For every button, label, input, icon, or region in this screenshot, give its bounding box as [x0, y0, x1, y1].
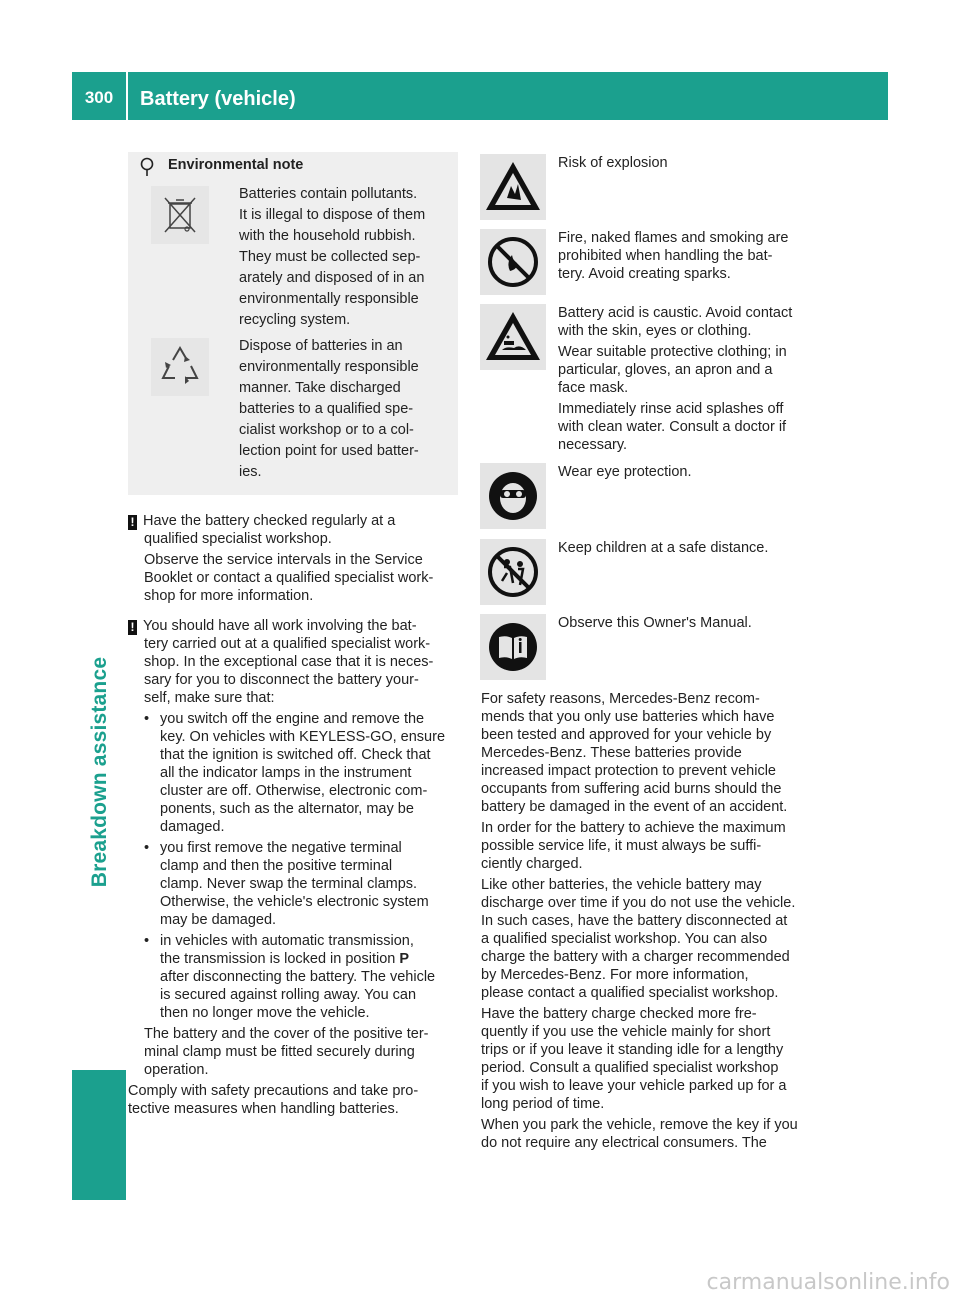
children-text: Keep children at a safe distance. — [558, 540, 769, 556]
explosion-text: Risk of explosion — [558, 155, 668, 171]
text-line: batteries to a qualified spe- — [239, 401, 414, 417]
list-item: • you switch off the engine and remove the key. On vehicles with KEYLESS-GO, ensure that the ignition is switched off. Check that all the indicator lamps in the instrument cluster are off. Otherwise, electronic com- ponents, such as the alternator, may be damaged. — [144, 711, 446, 835]
explosion-warning-icon — [480, 154, 546, 220]
acid-text: Battery acid is caustic. Avoid contact with the skin, eyes or clothing. Wear suitable protective clothing; in particular, gloves, an apron and a face mask. Immediately rinse acid splashes off with clean water. Consult a doctor if necessary. — [558, 305, 793, 453]
list-item: • you first remove the negative terminal clamp and then the positive terminal clamp. Never swap the terminal clamps. Otherwise, the vehicle's electronic system may be damaged. — [144, 840, 429, 928]
keep-children-away-icon — [480, 539, 546, 605]
right-body-text: For safety reasons, Mercedes-Benz recom- mends that you only use batteries which have been tested and approved for your vehicle by Mercedes-Benz. These batteries provide increased impact protection to prevent vehicle occupants from suffering acid burns should the battery be damaged in the event of an accident. In order for the battery to achieve the maximum possible service life, it must always be suffi- ciently charged. Like other batteries, the vehicle battery may discharge over time if you do not use the vehicle. In such cases, have the battery disconnected at a qualified specialist workshop. You can also charge the battery with a charger recommended by Mercedes-Benz. For more information, please contact a qualified specialist workshop. Have the battery charge checked more fre- quently if you use the vehicle mainly for short trips or if you leave it standing idle for a lengthy period. Consult a qualified specialist workshop if you wish to leave your vehicle parked up for a long period of time. When you park the vehicle, remove the key if you do not require any electrical consumers. The — [481, 691, 798, 1151]
page-number: 300 — [84, 88, 114, 107]
eye-protection-icon — [480, 463, 546, 529]
disconnect-note: ! You should have all work involving the bat- tery carried out at a qualified specialist work- shop. In the exceptional case that it is neces- sary for you to disconnect the battery your- self, make sure that: • you switch off the engine and remove the key. On vehicles with KEYLESS-GO, ensure that the ignition is switched off. Check that all the indicator lamps in the instrument cluster are off. Otherwise, electronic com- ponents, such as the alternator, may be damaged. • you first remove the negative terminal clamp and then the positive terminal clamp. Never swap the terminal clamps. Otherwise, the vehicle's electronic system may be damaged. • in vehicles with automatic transmission, the transmission is locked in position P after disconnecting the battery. The vehicle is secured against rolling away. You can then no longer move the vehicle. The battery and the cover of the positive ter- minal clamp must be fitted securely during operation. Comply with safety precautions and take pro- tective measures when handling batteries. — [128, 617, 462, 1118]
disposal-text — [239, 184, 449, 331]
text-line: arately and disposed of in an — [239, 270, 425, 286]
text-line: recycling system. — [239, 312, 351, 328]
text-line: cialist workshop or to a col- — [239, 422, 414, 438]
eye-protection-text: Wear eye protection. — [558, 464, 692, 480]
recycling-icon — [151, 338, 209, 396]
environmental-note-title: Environmental note — [168, 157, 304, 173]
corrosive-warning-icon — [480, 304, 546, 370]
crossed-bin-icon — [151, 186, 209, 244]
watermark: carmanualsonline.info — [706, 1270, 950, 1295]
text-line: They must be collected sep- — [239, 249, 421, 265]
lightbulb-icon — [140, 157, 154, 177]
text-line: It is illegal to dispose of them — [239, 207, 426, 223]
section-tab-block — [72, 1070, 126, 1200]
section-tab — [86, 562, 114, 982]
text-line: environmentally responsible — [239, 291, 419, 307]
list-item: • in vehicles with automatic transmission, the transmission is locked in position P after disconnecting the battery. The vehicle is secured against rolling away. You can then no longer move the vehicle. — [144, 933, 436, 1021]
text-line: environmentally responsible — [239, 359, 419, 375]
text-line: lection point for used batter- — [239, 443, 419, 459]
fire-text: Fire, naked flames and smoking are prohibited when handling the bat- tery. Avoid creating sparks. — [558, 230, 789, 282]
manual-icon — [480, 614, 546, 680]
text-line: with the household rubbish. — [239, 228, 416, 244]
page-title: Battery (vehicle) — [140, 88, 296, 110]
manual-text: Observe this Owner's Manual. — [558, 615, 752, 631]
warning-mark-icon: ! — [128, 620, 137, 635]
text-line: manner. Take discharged — [239, 380, 401, 396]
section-tab-label: Breakdown assistance — [88, 656, 111, 888]
maintenance-note: ! Have the battery checked regularly at a qualified specialist workshop. Observe the service intervals in the Service Booklet or contact a qualified specialist work- shop for more information. — [128, 512, 462, 605]
recycling-text — [239, 336, 449, 483]
no-flame-icon — [480, 229, 546, 295]
text-line: Dispose of batteries in an — [239, 338, 403, 354]
text-line: ies. — [239, 464, 262, 480]
text-line: Batteries contain pollutants. — [239, 186, 418, 202]
warning-mark-icon: ! — [128, 515, 137, 530]
